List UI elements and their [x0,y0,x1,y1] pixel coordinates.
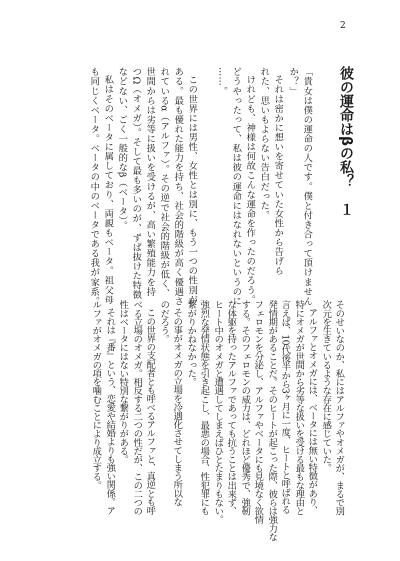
text-line: れた、思いもよらない告白だった。 [258,67,270,220]
text-line: ある。最も優れた能力を持ち、社会的階級が高く優遇さ [172,67,184,306]
text-line: つΩ（オメガ）。そして最も多いのが、ずば抜けた特徴 [130,67,142,300]
text-line: ……。 [216,67,228,96]
text-line: べる立場のオメガ。相反する二つの性だが、この二つの [131,300,143,515]
text-line: けれども、神様は何故こんな運命を作ったのだろう。 [244,75,256,305]
chapter-title: 彼の運命はβの私？ １ [338,66,354,217]
text-line: 強烈な発情状態を引き起こし、最悪の場合、性犯罪にも [198,300,210,515]
text-line: 次元を生きているような存在に感じていた。 [320,300,332,472]
text-line: などない、ごく一般的なβ（ベータ）。 [116,67,128,231]
text-line: ルファがオメガの項を噛むことにより成立する。 [90,300,102,490]
text-line: そのせいなのか、私にはアルファやオメガが、まるで別 [333,300,345,515]
text-line: 言えば、10代後半から3ヶ月に一度、ヒートと呼ばれる [279,300,291,514]
text-line: 繋がりかねなかった。 [185,300,197,386]
text-line: 「貴女は僕の運命の人です。僕と付き合って頂けません [301,67,313,306]
text-line: この世界には男性、女性とは別に、もう一つの性別が [186,75,198,305]
text-line: れているα（アルファ）。その逆で社会的階級が低く、 [158,67,170,299]
text-line: その事がオメガの立場を冷遇化させてしまう所以な [171,308,183,506]
text-line: それは密かに想いを寄せていた女性から告げら [272,75,284,276]
text-line: それは『番』という、恋愛や結婚よりも強い関係。ア [104,308,116,515]
text-line: ヒート中のオメガと遭遇してしまえばひとたまりもない。 [212,300,224,524]
text-line: 特にオメガが世間から劣等な扱いを受ける最もな理由と [293,300,305,515]
text-line: のだろう。 [158,300,170,343]
text-line: も同じくベータ。ベータの中のベータである我が家系。 [88,67,100,306]
page-number: 2 [340,21,346,31]
text-line: 世間からは劣等に扱いを受けるが、高い繁殖能力を持 [144,67,156,297]
text-line: する。そのフェロモンの威力は、どれほど優秀で、強靭 [239,300,251,515]
text-line: アルファとオメガには、ベータには無い特徴があり、 [306,308,318,515]
text-line: 発情期があることだ。そのヒートが起こった際、彼らは強力な [266,300,278,541]
text-line: フェロモンを分泌し、アルファやベータにも見境なく欲情 [252,300,264,524]
text-line: 性はベータにはない特別な繋がりがある。 [117,300,129,464]
text-line: どうやったって、私は彼の運命にはなれないというのに [230,67,242,306]
text-line: この世界の支配者とも呼べるアルファと、真逆とも呼 [144,308,156,515]
text-line: な体躯を持ったアルファであっても抗うことは出来ず、 [225,300,237,515]
text-line: か？」 [287,67,299,96]
text-line: 私はそのベータに属しており、両親もベータ。祖父母 [102,75,114,305]
